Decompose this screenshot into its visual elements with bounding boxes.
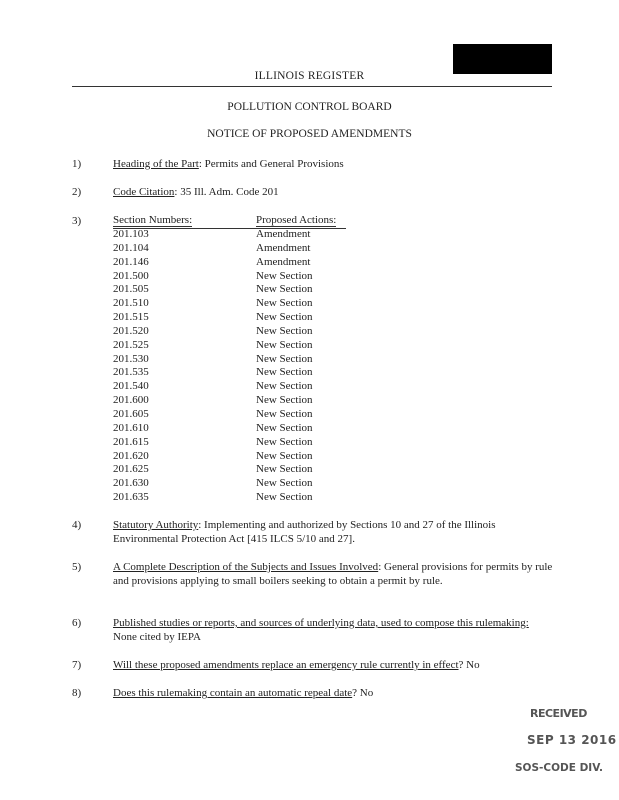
item-text: : 35 Ill. Adm. Code 201 — [174, 186, 279, 198]
item-label: A Complete Description of the Subjects and Issues Involved — [113, 561, 379, 573]
column-header-sections: Section Numbers: — [113, 214, 193, 226]
table-header-rule — [113, 228, 346, 229]
item-number: 1) — [72, 158, 82, 170]
item-number: 3) — [72, 215, 82, 227]
item-label: Heading of the Part — [113, 158, 199, 170]
item-number: 5) — [72, 561, 82, 573]
header-divider — [72, 86, 552, 87]
item-text: : Permits and General Provisions — [198, 158, 344, 170]
table-row: 201.505 New Section — [113, 283, 313, 296]
notice-title: NOTICE OF PROPOSED AMENDMENTS — [207, 128, 412, 140]
table-row: 201.535 New Section — [113, 366, 313, 379]
table-row: 201.540 New Section — [113, 380, 313, 393]
table-row: 201.620 New Section — [113, 449, 313, 462]
item-text: None cited by IEPA — [113, 631, 201, 643]
table-row: 201.615 New Section — [113, 435, 313, 448]
table-row: 201.146 Amendment — [113, 255, 311, 268]
table-row: 201.530 New Section — [113, 352, 313, 365]
item-text: ? No — [352, 687, 374, 699]
table-row: 201.104 Amendment — [113, 241, 311, 254]
item-label: Will these proposed amendments replace an emergency rule currently in effect — [113, 659, 459, 671]
item-number: 8) — [72, 687, 82, 699]
received-date-stamp: SEP 13 2016 — [527, 733, 617, 747]
column-header-actions: Proposed Actions: — [256, 214, 337, 226]
table-header — [113, 214, 346, 228]
item-text: ? No — [458, 659, 480, 671]
register-title: ILLINOIS REGISTER — [254, 70, 365, 82]
table-row: 201.605 New Section — [113, 407, 313, 420]
table-row: 201.610 New Section — [113, 421, 313, 434]
section-table — [113, 214, 346, 505]
table-row: 201.630 New Section — [113, 477, 313, 490]
table-row: 201.103 Amendment — [113, 228, 311, 240]
item-number: 7) — [72, 659, 82, 671]
table-row: 201.500 New Section — [113, 269, 313, 282]
item-text: : Implementing and authorized by Sections 10 and 27 of the Illinois Environmental Protection Act [415 ILCS 5/10 and 27]. — [113, 519, 496, 545]
item-number: 2) — [72, 186, 82, 198]
table-row: 201.525 New Section — [113, 338, 313, 351]
table-row: 201.635 New Section — [113, 491, 313, 504]
table-row: 201.515 New Section — [113, 311, 313, 324]
item-text: : General provisions for permits by rule and provisions applying to small boilers seeking to obtain a permit by rule. — [113, 561, 553, 587]
table-row: 201.520 New Section — [113, 324, 313, 337]
division-stamp: SOS-CODE DIV. — [515, 762, 603, 774]
item-number: 4) — [72, 519, 82, 531]
item-number: 6) — [72, 617, 82, 629]
board-title: POLLUTION CONTROL BOARD — [227, 101, 392, 113]
table-row: 201.510 New Section — [113, 297, 313, 310]
table-row: 201.625 New Section — [113, 463, 313, 476]
item-label: Code Citation — [113, 186, 175, 198]
received-stamp: RECEIVED — [530, 707, 587, 720]
item-label: Published studies or reports, and sources of underlying data, used to compose this rulemaking: — [113, 617, 529, 629]
table-row: 201.600 New Section — [113, 394, 313, 407]
item-label: Does this rulemaking contain an automatic repeal date — [113, 687, 353, 699]
item-label: Statutory Authority — [113, 519, 199, 531]
